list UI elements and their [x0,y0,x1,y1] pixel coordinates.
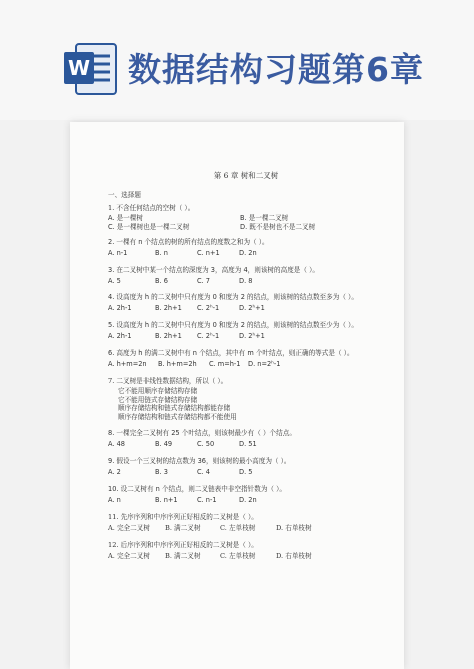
q4-option-b: B. 2h+1 [155,304,182,312]
question-2: 2. 一棵有 n 个结点的树的所有结点的度数之和为（ ）。 [108,238,269,246]
question-12: 12. 后序序列和中序序列正好相反的二叉树是（ ）。 [108,541,258,549]
chapter-title: 第 6 章 树和二叉树 [213,171,279,180]
q6-option-d: D. n=2ʰ-1 [248,360,281,368]
q7-option-d: 顺序存储结构和链式存储结构都不能使用 [118,413,237,421]
q6-option-b: B. h+m=2h [158,360,197,368]
question-9: 9. 假设一个三叉树的结点数为 36，则该树的最小高度为（ ）。 [108,457,291,465]
q8-option-a: A. 48 [108,440,125,448]
q10-option-b: B. n+1 [155,496,178,504]
q11-option-d: D. 右单枝树 [276,524,312,532]
q2-option-d: D. 2n [239,249,257,257]
q2-option-c: C. n+1 [197,249,220,257]
q10-option-d: D. 2n [239,496,257,504]
q9-option-a: A. 2 [108,468,121,476]
q7-option-a: 它不能用顺序存储结构存储 [118,387,198,395]
question-7: 7. 二叉树是非线性数据结构，所以（ ）。 [108,377,228,385]
q7-option-c: 顺序存储结构和链式存储结构都能存储 [118,404,231,412]
q8-option-c: C. 50 [197,440,215,448]
q5-option-b: B. 2h+1 [155,332,182,340]
q1-option-d: D. 既不是树也不是二叉树 [240,223,316,231]
q11-option-c: C. 左单枝树 [220,524,256,532]
q5-option-d: D. 2ʰ+1 [239,332,265,340]
question-10: 10. 设二叉树有 n 个结点，则二叉链表中非空指针数为（ ）。 [108,485,286,493]
q12-option-a: A. 完全二叉树 [108,552,150,560]
document-page [70,122,404,669]
question-8: 8. 一棵完全二叉树有 25 个叶结点，则该树最少有（ ）个结点。 [108,429,296,437]
q6-option-c: C. m=h-1 [209,360,241,368]
svg-text:W: W [67,56,91,80]
question-4: 4. 设高度为 h 的二叉树中只有度为 0 和度为 2 的结点，则该树的结点数至多为（ ）。 [108,293,358,301]
q5-option-a: A. 2h-1 [108,332,132,340]
q1-option-a: A. 是一棵树 [108,214,143,222]
q3-option-b: B. 6 [155,277,168,285]
q12-option-d: D. 右单枝树 [276,552,312,560]
section-heading: 一、选择题 [108,191,141,199]
question-6: 6. 高度为 h 的满二叉树中有 n 个结点，其中有 m 个叶结点，则正确的等式是（ ）。 [108,349,354,357]
q1-option-c: C. 是一棵树也是一棵二叉树 [108,223,190,231]
q8-option-b: B. 49 [155,440,173,448]
q3-option-a: A. 5 [108,277,121,285]
q12-option-c: C. 左单枝树 [220,552,256,560]
q3-option-c: C. 7 [197,277,210,285]
q4-option-c: C. 2ʰ-1 [197,304,220,312]
question-11: 11. 先序序列和中序序列正好相反的二叉树是（ ）。 [108,513,258,521]
page-title: 数据结构习题第6章 [128,50,424,89]
word-doc-icon [62,40,118,98]
q4-option-d: D. 2ʰ+1 [239,304,265,312]
q2-option-a: A. n-1 [108,249,128,257]
q1-option-b: B. 是一棵二叉树 [240,214,289,222]
question-3: 3. 在二叉树中某一个结点的深度为 3，高度为 4，则该树的高度是（ ）。 [108,266,319,274]
q10-option-c: C. n-1 [197,496,217,504]
q4-option-a: A. 2h-1 [108,304,132,312]
q9-option-d: D. 5 [239,468,253,476]
question-5: 5. 设高度为 h 的二叉树中只有度为 0 和度为 2 的结点，则该树的结点数至少为（ ）。 [108,321,358,329]
q11-option-a: A. 完全二叉树 [108,524,150,532]
q9-option-b: B. 3 [155,468,168,476]
q11-option-b: B. 满二叉树 [165,524,201,532]
question-1: 1. 不含任何结点的空树（ ）。 [108,204,195,212]
q5-option-c: C. 2ʰ-1 [197,332,220,340]
q10-option-a: A. n [108,496,121,504]
q9-option-c: C. 4 [197,468,210,476]
q6-option-a: A. h+m=2n [108,360,147,368]
q2-option-b: B. n [155,249,168,257]
q3-option-d: D. 8 [239,277,253,285]
q8-option-d: D. 51 [239,440,257,448]
q7-option-b: 它不能用链式存储结构存储 [118,396,198,404]
q12-option-b: B. 满二叉树 [165,552,201,560]
